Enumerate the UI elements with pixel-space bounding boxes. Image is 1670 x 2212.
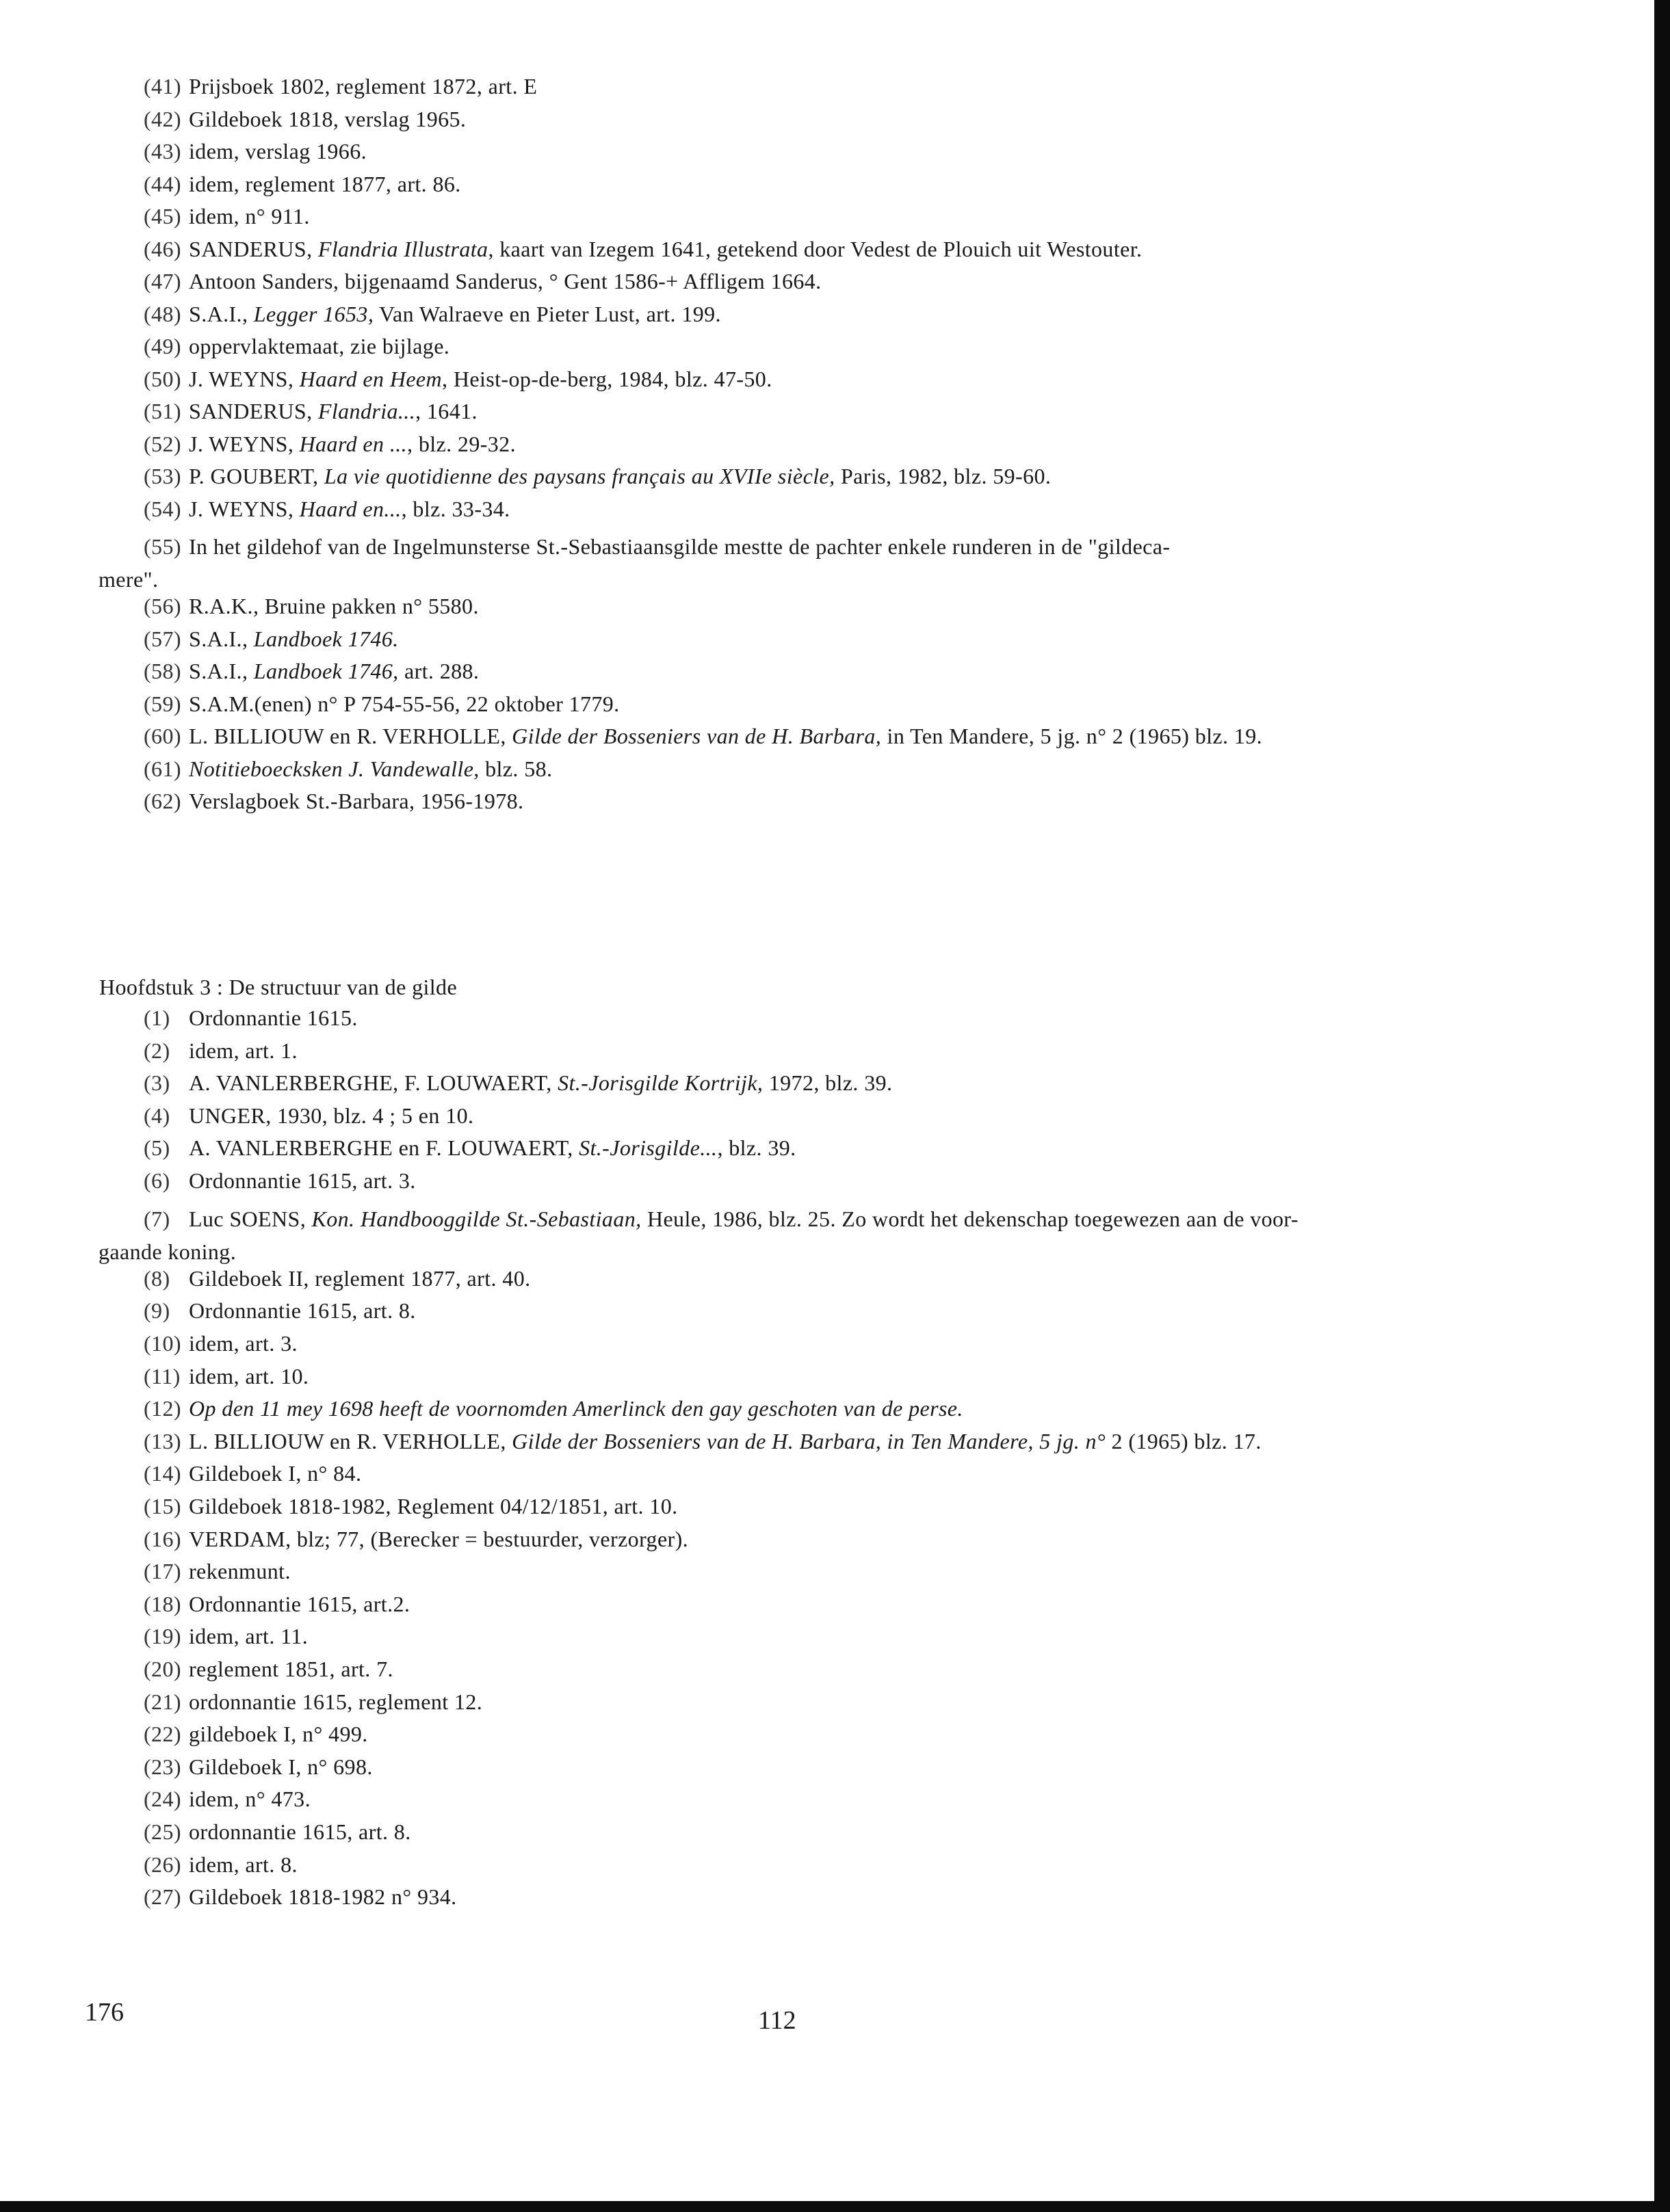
footnote bbox=[144, 595, 479, 617]
footnote-number: (47) bbox=[144, 269, 181, 293]
footnote-number: (11) bbox=[144, 1363, 181, 1388]
footnote-number: (52) bbox=[144, 431, 181, 456]
footnote-text: S.A.M.(enen) n° P 754-55-56, 22 oktober 1779. bbox=[189, 691, 620, 716]
footnote-text: Landboek 1746. bbox=[253, 626, 399, 651]
footnote-number: (13) bbox=[144, 1428, 181, 1453]
footnote-number: (14) bbox=[144, 1461, 181, 1486]
footnote-number: (4) bbox=[144, 1103, 170, 1128]
footnote bbox=[144, 1625, 308, 1647]
footnote-text: idem, n° 473. bbox=[189, 1787, 311, 1812]
footnote bbox=[144, 303, 721, 325]
footnote bbox=[144, 400, 478, 422]
footnote-text: Legger 1653, bbox=[253, 301, 374, 326]
footnote-number: (41) bbox=[144, 74, 181, 98]
footnote-text: Flandria Illustrata bbox=[317, 236, 488, 261]
footnote-text: Prijsboek 1802, reglement 1872, art. E bbox=[189, 74, 538, 98]
footnote-text: idem, n° 911. bbox=[189, 204, 310, 228]
footnote-number: (2) bbox=[144, 1038, 170, 1063]
footnote bbox=[144, 1821, 411, 1843]
footnote-text: idem, art. 3. bbox=[189, 1331, 298, 1356]
footnote-text: idem, art. 1. bbox=[189, 1038, 298, 1063]
footnote-number: (3) bbox=[144, 1070, 170, 1096]
footnote-text: 1972, blz. 39. bbox=[763, 1070, 893, 1096]
footnote bbox=[144, 1495, 678, 1517]
footnote-text: Haard en ... bbox=[299, 431, 408, 456]
footnote-text: , 1641. bbox=[415, 399, 478, 423]
footnote-number: (10) bbox=[144, 1331, 181, 1356]
footnote bbox=[144, 1397, 963, 1419]
footnote-number: (7) bbox=[144, 1206, 170, 1231]
footnote-number: (22) bbox=[144, 1722, 181, 1747]
page-number-left: 176 bbox=[85, 1998, 124, 2027]
footnote-text: L. BILLIOUW en R. VERHOLLE, bbox=[189, 724, 512, 748]
footnote-number: (54) bbox=[144, 496, 181, 521]
footnote-text: idem, verslag 1966. bbox=[189, 139, 367, 163]
footnote-continuation: mere". bbox=[99, 567, 159, 592]
footnote-number: (50) bbox=[144, 366, 181, 391]
footnote-number: (5) bbox=[144, 1135, 170, 1161]
footnote-text: A. VANLERBERGHE en F. LOUWAERT, bbox=[189, 1135, 579, 1161]
footnote-number: (20) bbox=[144, 1657, 181, 1681]
footnote-text: Heule, 1986, blz. 25. Zo wordt het dekenschap toegewezen aan de voor- bbox=[641, 1206, 1299, 1231]
footnote-text: VERDAM, blz; 77, (Berecker = bestuurder, verzorger). bbox=[189, 1526, 689, 1551]
footnote-text: J. WEYNS, bbox=[189, 496, 300, 521]
footnote bbox=[144, 238, 1142, 260]
footnote-text: , blz. 39. bbox=[717, 1135, 796, 1161]
footnote-text: Verslagboek St.-Barbara, 1956-1978. bbox=[189, 789, 524, 813]
footnote-text: idem, reglement 1877, art. 86. bbox=[189, 171, 461, 196]
footnote-text: idem, art. 8. bbox=[189, 1852, 298, 1877]
footnote-number: (19) bbox=[144, 1624, 181, 1649]
footnote-text: P. GOUBERT, bbox=[189, 464, 324, 488]
footnote-text: S.A.I., bbox=[189, 301, 254, 326]
footnote-number: (26) bbox=[144, 1852, 181, 1877]
footnote-text: reglement 1851, art. 7. bbox=[189, 1657, 393, 1681]
footnote bbox=[144, 1756, 373, 1778]
footnote bbox=[144, 1105, 473, 1127]
footnote-number: (48) bbox=[144, 301, 181, 326]
footnote bbox=[144, 1040, 298, 1062]
footnote-text: , blz. 29-32. bbox=[407, 431, 516, 456]
footnote-number: (49) bbox=[144, 334, 181, 358]
footnote bbox=[144, 270, 822, 292]
footnote-text: Gildeboek II, reglement 1877, art. 40. bbox=[189, 1265, 531, 1291]
footnote bbox=[144, 1723, 368, 1745]
footnote-number: (51) bbox=[144, 399, 181, 423]
footnote bbox=[144, 1430, 1262, 1452]
footnote bbox=[99, 530, 1505, 596]
footnote-text: L. BILLIOUW en R. VERHOLLE, bbox=[189, 1428, 512, 1453]
footnote-number: (25) bbox=[144, 1819, 181, 1844]
footnote-text: gildeboek I, n° 499. bbox=[189, 1722, 368, 1747]
footnote-text: , kaart van Izegem 1641, getekend door Vedest de Plouich uit Westouter. bbox=[488, 236, 1143, 261]
footnote-number: (58) bbox=[144, 659, 181, 683]
footnote bbox=[144, 1332, 298, 1354]
footnote bbox=[144, 1560, 291, 1582]
footnote bbox=[144, 1298, 416, 1324]
footnote bbox=[144, 1658, 393, 1680]
footnote-text: idem, art. 10. bbox=[189, 1363, 309, 1388]
chapter3-heading: Hoofdstuk 3 : De structuur van de gilde bbox=[99, 975, 458, 999]
footnote bbox=[144, 433, 516, 455]
footnote bbox=[144, 335, 449, 357]
footnote-number: (27) bbox=[144, 1884, 181, 1910]
footnote-number: (21) bbox=[144, 1689, 181, 1714]
footnote bbox=[144, 140, 367, 162]
footnote bbox=[144, 1593, 410, 1615]
footnote-text: Gildeboek 1818-1982, Reglement 04/12/1851, art. 10. bbox=[189, 1494, 678, 1518]
footnote-text: S.A.I., bbox=[189, 626, 254, 651]
footnote-text: Op den 11 mey 1698 heeft de voornomden Amerlinck den gay geschoten van de perse. bbox=[189, 1396, 963, 1421]
footnote-text: Notitieboecksken J. Vandewalle, bbox=[189, 756, 480, 781]
footnote-text: St.-Jorisgilde... bbox=[579, 1135, 718, 1161]
footnote bbox=[144, 693, 620, 715]
page-number-center: 112 bbox=[758, 2006, 796, 2035]
footnote bbox=[144, 758, 552, 780]
footnote-text: Luc SOENS, bbox=[189, 1206, 312, 1231]
footnote-text: Ordonnantie 1615, art. 8. bbox=[189, 1298, 416, 1324]
footnote-text: oppervlaktemaat, zie bijlage. bbox=[189, 334, 450, 358]
footnote-continuation: gaande koning. bbox=[99, 1239, 237, 1264]
footnote-number: (45) bbox=[144, 204, 181, 228]
footnote-number: (59) bbox=[144, 691, 181, 716]
footnote bbox=[144, 368, 772, 390]
footnote-text: Kon. Handbooggilde St.-Sebastiaan, bbox=[311, 1206, 642, 1231]
footnote-text: St.-Jorisgilde Kortrijk, bbox=[558, 1070, 764, 1096]
footnote bbox=[144, 205, 310, 227]
footnote-text: in Ten Mandere, 5 jg. n° 2 (1965) blz. 19. bbox=[881, 724, 1262, 748]
footnote bbox=[144, 108, 466, 130]
footnote-number: (17) bbox=[144, 1559, 181, 1584]
footnote-text: SANDERUS, bbox=[189, 236, 318, 261]
footnote-text: Ordonnantie 1615, art.2. bbox=[189, 1591, 410, 1616]
footnote-text: Ordonnantie 1615. bbox=[189, 1005, 358, 1030]
footnote-text: , blz. 33-34. bbox=[401, 496, 510, 521]
footnote bbox=[144, 173, 461, 195]
footnote-number: (12) bbox=[144, 1396, 181, 1421]
footnote-number: (23) bbox=[144, 1754, 181, 1779]
footnote-text: J. WEYNS, bbox=[189, 431, 300, 456]
footnote-number: (18) bbox=[144, 1591, 181, 1616]
footnote bbox=[144, 498, 510, 520]
footnote bbox=[144, 1267, 531, 1289]
footnote-text: Flandria... bbox=[317, 399, 416, 423]
footnote-text: rekenmunt. bbox=[189, 1559, 291, 1584]
footnote-text: art. 288. bbox=[398, 659, 480, 683]
footnote-text: Gildeboek 1818-1982 n° 934. bbox=[189, 1884, 457, 1910]
footnote-number: (53) bbox=[144, 464, 181, 488]
footnote-text: Haard en... bbox=[299, 496, 402, 521]
footnote-text: SANDERUS, bbox=[189, 399, 318, 423]
footnote-text: Gilde der Bosseniers van de H. Barbara, bbox=[512, 724, 882, 748]
footnote bbox=[144, 1072, 892, 1094]
footnote-number: (60) bbox=[144, 724, 181, 748]
footnote-number: (42) bbox=[144, 106, 181, 131]
footnote-text: J. WEYNS, bbox=[189, 366, 300, 391]
footnote-text: blz. 58. bbox=[479, 756, 553, 781]
footnote-number: (24) bbox=[144, 1787, 181, 1812]
footnote-text: ordonnantie 1615, art. 8. bbox=[189, 1819, 411, 1844]
footnote bbox=[144, 628, 399, 650]
footnote-number: (61) bbox=[144, 756, 181, 781]
footnote bbox=[144, 790, 523, 812]
footnote bbox=[144, 465, 1051, 487]
scan-edge-bottom bbox=[0, 2201, 1670, 2212]
footnote bbox=[144, 1365, 309, 1387]
footnote-text: Antoon Sanders, bijgenaamd Sanderus, ° Gent 1586-+ Affligem 1664. bbox=[189, 269, 822, 293]
footnote-number: (62) bbox=[144, 789, 181, 813]
footnote-text: Van Walraeve en Pieter Lust, art. 199. bbox=[374, 301, 721, 326]
footnote-text: S.A.I., bbox=[189, 659, 254, 683]
footnote-text: Gildeboek I, n° 84. bbox=[189, 1461, 362, 1486]
footnote bbox=[144, 1170, 416, 1191]
footnote bbox=[144, 1788, 311, 1810]
footnote bbox=[144, 1137, 796, 1159]
footnote-text: R.A.K., Bruine pakken n° 5580. bbox=[189, 594, 479, 618]
footnote-number: (15) bbox=[144, 1494, 181, 1518]
footnote-text: A. VANLERBERGHE, F. LOUWAERT, bbox=[189, 1070, 558, 1096]
footnote bbox=[144, 1007, 358, 1029]
footnote bbox=[99, 1202, 1505, 1268]
footnote bbox=[144, 1528, 688, 1550]
footnote bbox=[144, 75, 537, 97]
footnote-text: , Heist-op-de-berg, 1984, blz. 47-50. bbox=[442, 366, 772, 391]
footnote-number: (8) bbox=[144, 1265, 170, 1291]
footnote bbox=[144, 660, 479, 682]
footnote-text: ordonnantie 1615, reglement 12. bbox=[189, 1689, 483, 1714]
footnote-text: Gildeboek I, n° 698. bbox=[189, 1754, 373, 1779]
footnote-number: (46) bbox=[144, 236, 181, 261]
footnote-number: (6) bbox=[144, 1168, 170, 1193]
footnote-text: Paris, 1982, blz. 59-60. bbox=[835, 464, 1052, 488]
footnote-text: UNGER, 1930, blz. 4 ; 5 en 10. bbox=[189, 1103, 474, 1128]
footnote-number: (16) bbox=[144, 1526, 181, 1551]
footnote bbox=[144, 725, 1262, 747]
footnote-number: (9) bbox=[144, 1298, 170, 1324]
footnote-number: (56) bbox=[144, 594, 181, 618]
footnote-number: (55) bbox=[144, 534, 181, 559]
footnote bbox=[144, 1462, 361, 1484]
footnote-text: Ordonnantie 1615, art. 3. bbox=[189, 1168, 416, 1193]
footnote-number: (57) bbox=[144, 626, 181, 651]
footnote bbox=[144, 1691, 482, 1713]
footnote bbox=[144, 1854, 298, 1875]
footnote-text: idem, art. 11. bbox=[189, 1624, 309, 1649]
footnote-number: (44) bbox=[144, 171, 181, 196]
footnote-text: Gilde der Bosseniers van de H. Barbara, in Ten Mandere, 5 jg. n° bbox=[512, 1428, 1106, 1453]
footnote-text: In het gildehof van de Ingelmunsterse St.-Sebastiaansgilde mestte de pachter enkele runderen in de "gildeca- bbox=[189, 534, 1171, 559]
footnote-text: 2 (1965) blz. 17. bbox=[1106, 1428, 1262, 1453]
footnote-text: La vie quotidienne des paysans français au XVIIe siècle, bbox=[324, 464, 835, 488]
scan-edge-right bbox=[1654, 0, 1670, 2212]
footnote-text: Landboek 1746, bbox=[253, 659, 399, 683]
footnote-number: (1) bbox=[144, 1005, 170, 1030]
footnote-text: Gildeboek 1818, verslag 1965. bbox=[189, 106, 467, 131]
footnote bbox=[144, 1886, 457, 1908]
footnote-text: Haard en Heem bbox=[299, 366, 443, 391]
footnote-number: (43) bbox=[144, 139, 181, 163]
